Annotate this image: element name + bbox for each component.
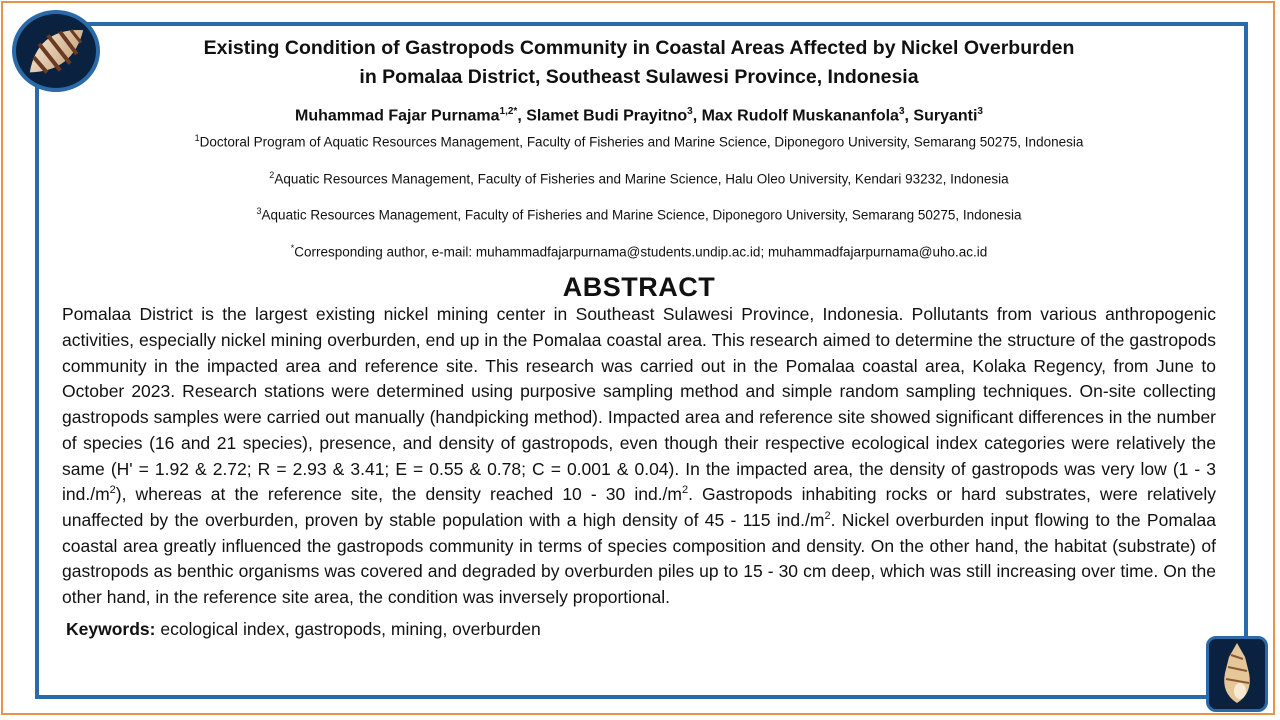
author-name: Suryanti xyxy=(913,107,978,125)
title-line-2: in Pomalaa District, Southeast Sulawesi Province, Indonesia xyxy=(359,66,919,88)
abstract-text-3: . Gastropods inhabiting rocks or hard substrates, were relatively unaffected by the overburden, proven by stable population with a high density of 45 - 115 ind./m xyxy=(62,484,1216,530)
affiliation-1 xyxy=(62,130,1216,151)
author-separator: , xyxy=(692,107,702,125)
author-list xyxy=(62,102,1216,126)
author-affil-mark: 3 xyxy=(687,106,693,117)
superscript: 2 xyxy=(681,484,689,497)
superscript: 2 xyxy=(824,510,831,523)
keywords xyxy=(62,619,1216,640)
author-name: Slamet Budi Prayitno xyxy=(526,107,688,125)
author-affil-mark: 1,2* xyxy=(499,106,518,117)
title-line-1: Existing Condition of Gastropods Community in Coastal Areas Affected by Nickel Overburden xyxy=(203,37,1075,59)
affil-mark: * xyxy=(290,242,295,253)
affil-text: Aquatic Resources Management, Faculty of Fisheries and Marine Science, Halu Oleo University, Kendari 93232, Indonesia xyxy=(274,171,1009,187)
paper-content xyxy=(62,30,1216,640)
affil-mark: 3 xyxy=(256,206,262,217)
affil-text: Doctoral Program of Aquatic Resources Management, Faculty of Fisheries and Marine Science, Diponegoro University, Semarang 50275, Indonesia xyxy=(199,134,1084,150)
author-name: Max Rudolf Muskananfola xyxy=(701,107,899,125)
corresponding-author xyxy=(62,240,1216,261)
author-separator: , xyxy=(517,107,527,125)
abstract-text-4: . Nickel overburden input flowing to the Pomalaa coastal area greatly influenced the gastropods community in terms of species composition and density. On the other hand, the habitat (substrate) of gastropods as benthic organisms was covered and degraded by overburden piles up to 15 - 30 cm deep, which was still increasing over time. On the other hand, in the reference site area, the condition was inversely proportional. xyxy=(62,509,1216,608)
keywords-label: Keywords: xyxy=(66,618,156,639)
affil-text: Corresponding author, e-mail: muhammadfajarpurnama@students.undip.ac.id; muhammadfajarpurnama@uho.ac.id xyxy=(294,244,988,260)
author-name: Muhammad Fajar Purnama xyxy=(295,107,500,125)
superscript: 2 xyxy=(109,484,116,497)
abstract-text-1: Pomalaa District is the largest existing nickel mining center in Southeast Sulawesi Province, Indonesia. Pollutants from various anthropogenic activities, especially nickel mining overburden, end up in the Pomalaa coastal area. This research aimed to determine the structure of the gastropods community in the impacted area and reference site. This research was carried out in the Pomalaa coastal area, Kolaka Regency, from June to October 2023. Research stations were determined using purposive sampling method and simple random sampling techniques. On-site collecting gastropods samples were carried out manually (handpicking method). Impacted area and reference site showed significant differences in the number of species (16 and 21 species), presence, and density of gastropods, even though their respective ecological index categories were relatively the same (H' = 1.92 & 2.72; R = 2.93 & 3.41; E = 0.55 & 0.78; C = 0.001 & 0.04). In the impacted area, the density of gastropods was very low (1 - 3 ind./m xyxy=(62,304,1216,505)
affiliation-3 xyxy=(62,203,1216,224)
affil-mark: 1 xyxy=(194,133,200,144)
abstract-body xyxy=(62,302,1216,610)
author-affil-mark: 3 xyxy=(977,106,983,117)
affil-mark: 2 xyxy=(269,169,275,180)
abstract-heading: ABSTRACT xyxy=(562,272,716,303)
affiliation-2 xyxy=(62,167,1216,188)
abstract-text-2: ), whereas at the reference site, the density reached 10 - 30 ind./m xyxy=(115,484,682,505)
spiral-shell-logo xyxy=(1206,636,1268,712)
paper-title xyxy=(62,34,1216,92)
author-separator: , xyxy=(904,107,914,125)
keywords-text: ecological index, gastropods, mining, overburden xyxy=(155,618,541,639)
author-affil-mark: 3 xyxy=(898,106,905,117)
affil-text: Aquatic Resources Management, Faculty of Fisheries and Marine Science, Diponegoro University, Semarang 50275, Indonesia xyxy=(261,207,1022,223)
